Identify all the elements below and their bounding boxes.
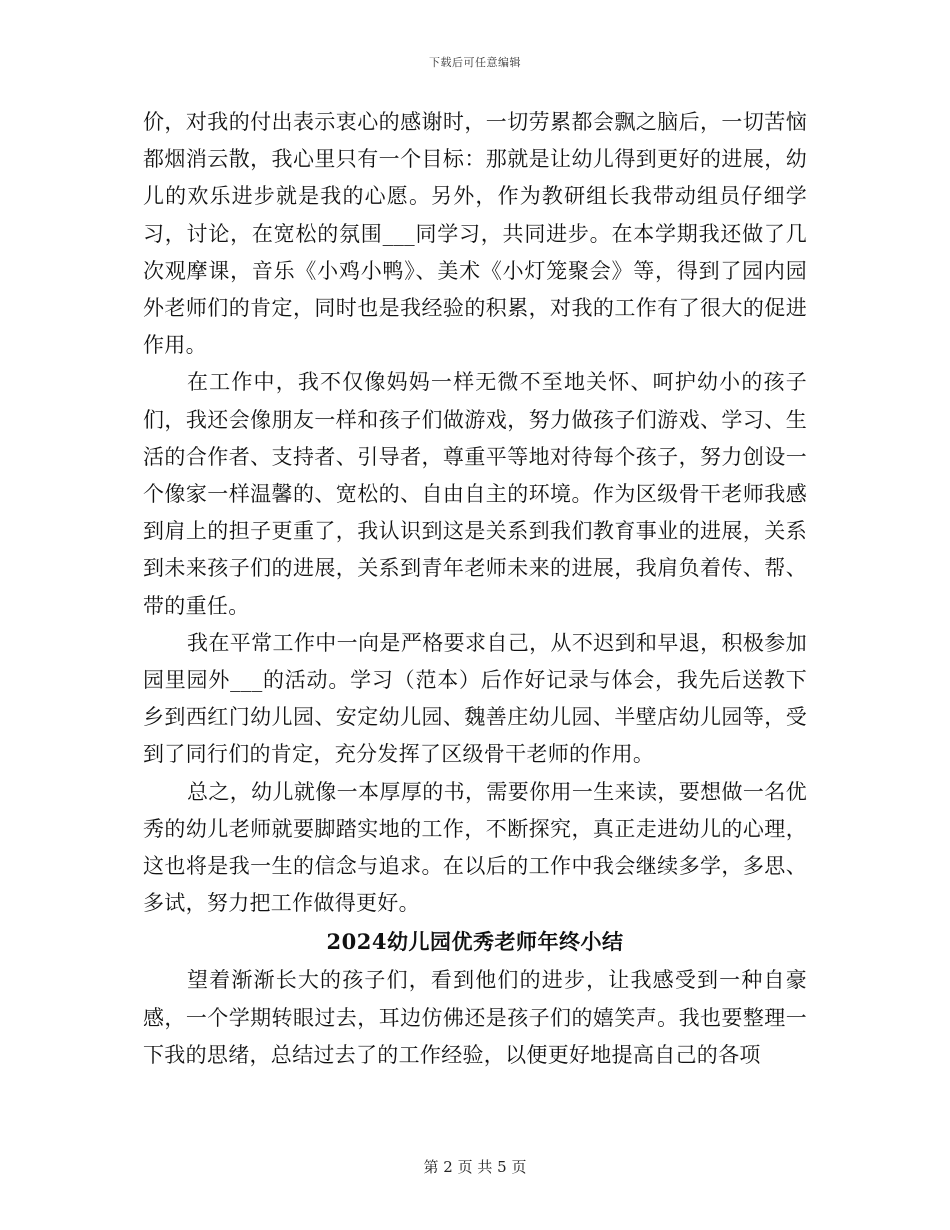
page-number: 第 2 页 共 5 页 <box>423 1158 527 1176</box>
paragraph: 望着渐渐长大的孩子们，看到他们的进步，让我感受到一种自豪感，一个学期转眼过去，耳边仿佛还是孩子们的嬉笑声。我也要整理一下我的思绪，总结过去了的工作经验，以便更好地提高自己的各项 <box>143 968 807 1067</box>
section-title: 2024幼儿园优秀老师年终小结 <box>326 929 624 955</box>
paragraph: 总之，幼儿就像一本厚厚的书，需要你用一生来读，要想做一名优秀的幼儿老师就要脚踏实地的工作，不断探究，真正走进幼儿的心理，这也将是我一生的信念与追求。在以后的工作中我会继续多学，多思、多试，努力把工作做得更好。 <box>143 779 807 916</box>
paragraph: 我在平常工作中一向是严格要求自己，从不迟到和早退，积极参加园里园外___的活动。学习（范本）后作好记录与体会，我先后送教下乡到西红门幼儿园、安定幼儿园、魏善庄幼儿园、半壁店幼儿园等，受到了同行们的肯定，充分发挥了区级骨干老师的作用。 <box>143 630 807 767</box>
header-note: 下载后可任意编辑 <box>429 56 521 69</box>
document-body <box>143 104 807 1074</box>
paragraph-continuation: 价，对我的付出表示衷心的感谢时，一切劳累都会飘之脑后，一切苦恼都烟消云散，我心里只有一个目标：那就是让幼儿得到更好的进展，幼儿的欢乐进步就是我的心愿。另外，作为教研组长我带动组员仔细学习，讨论，在宽松的氛围___同学习，共同进步。在本学期我还做了几次观摩课，音乐《小鸡小鸭》、美术《小灯笼聚会》等，得到了园内园外老师们的肯定，同时也是我经验的积累，对我的工作有了很大的促进作用。 <box>143 110 807 358</box>
paragraph: 在工作中，我不仅像妈妈一样无微不至地关怀、呵护幼小的孩子们，我还会像朋友一样和孩子们做游戏，努力做孩子们游戏、学习、生活的合作者、支持者、引导者，尊重平等地对待每个孩子，努力创设一个像家一样温馨的、宽松的、自由自主的环境。作为区级骨干老师我感到肩上的担子更重了，我认识到这是关系到我们教育事业的进展，关系到未来孩子们的进展，关系到青年老师未来的进展，我肩负着传、帮、带的重任。 <box>143 370 807 618</box>
